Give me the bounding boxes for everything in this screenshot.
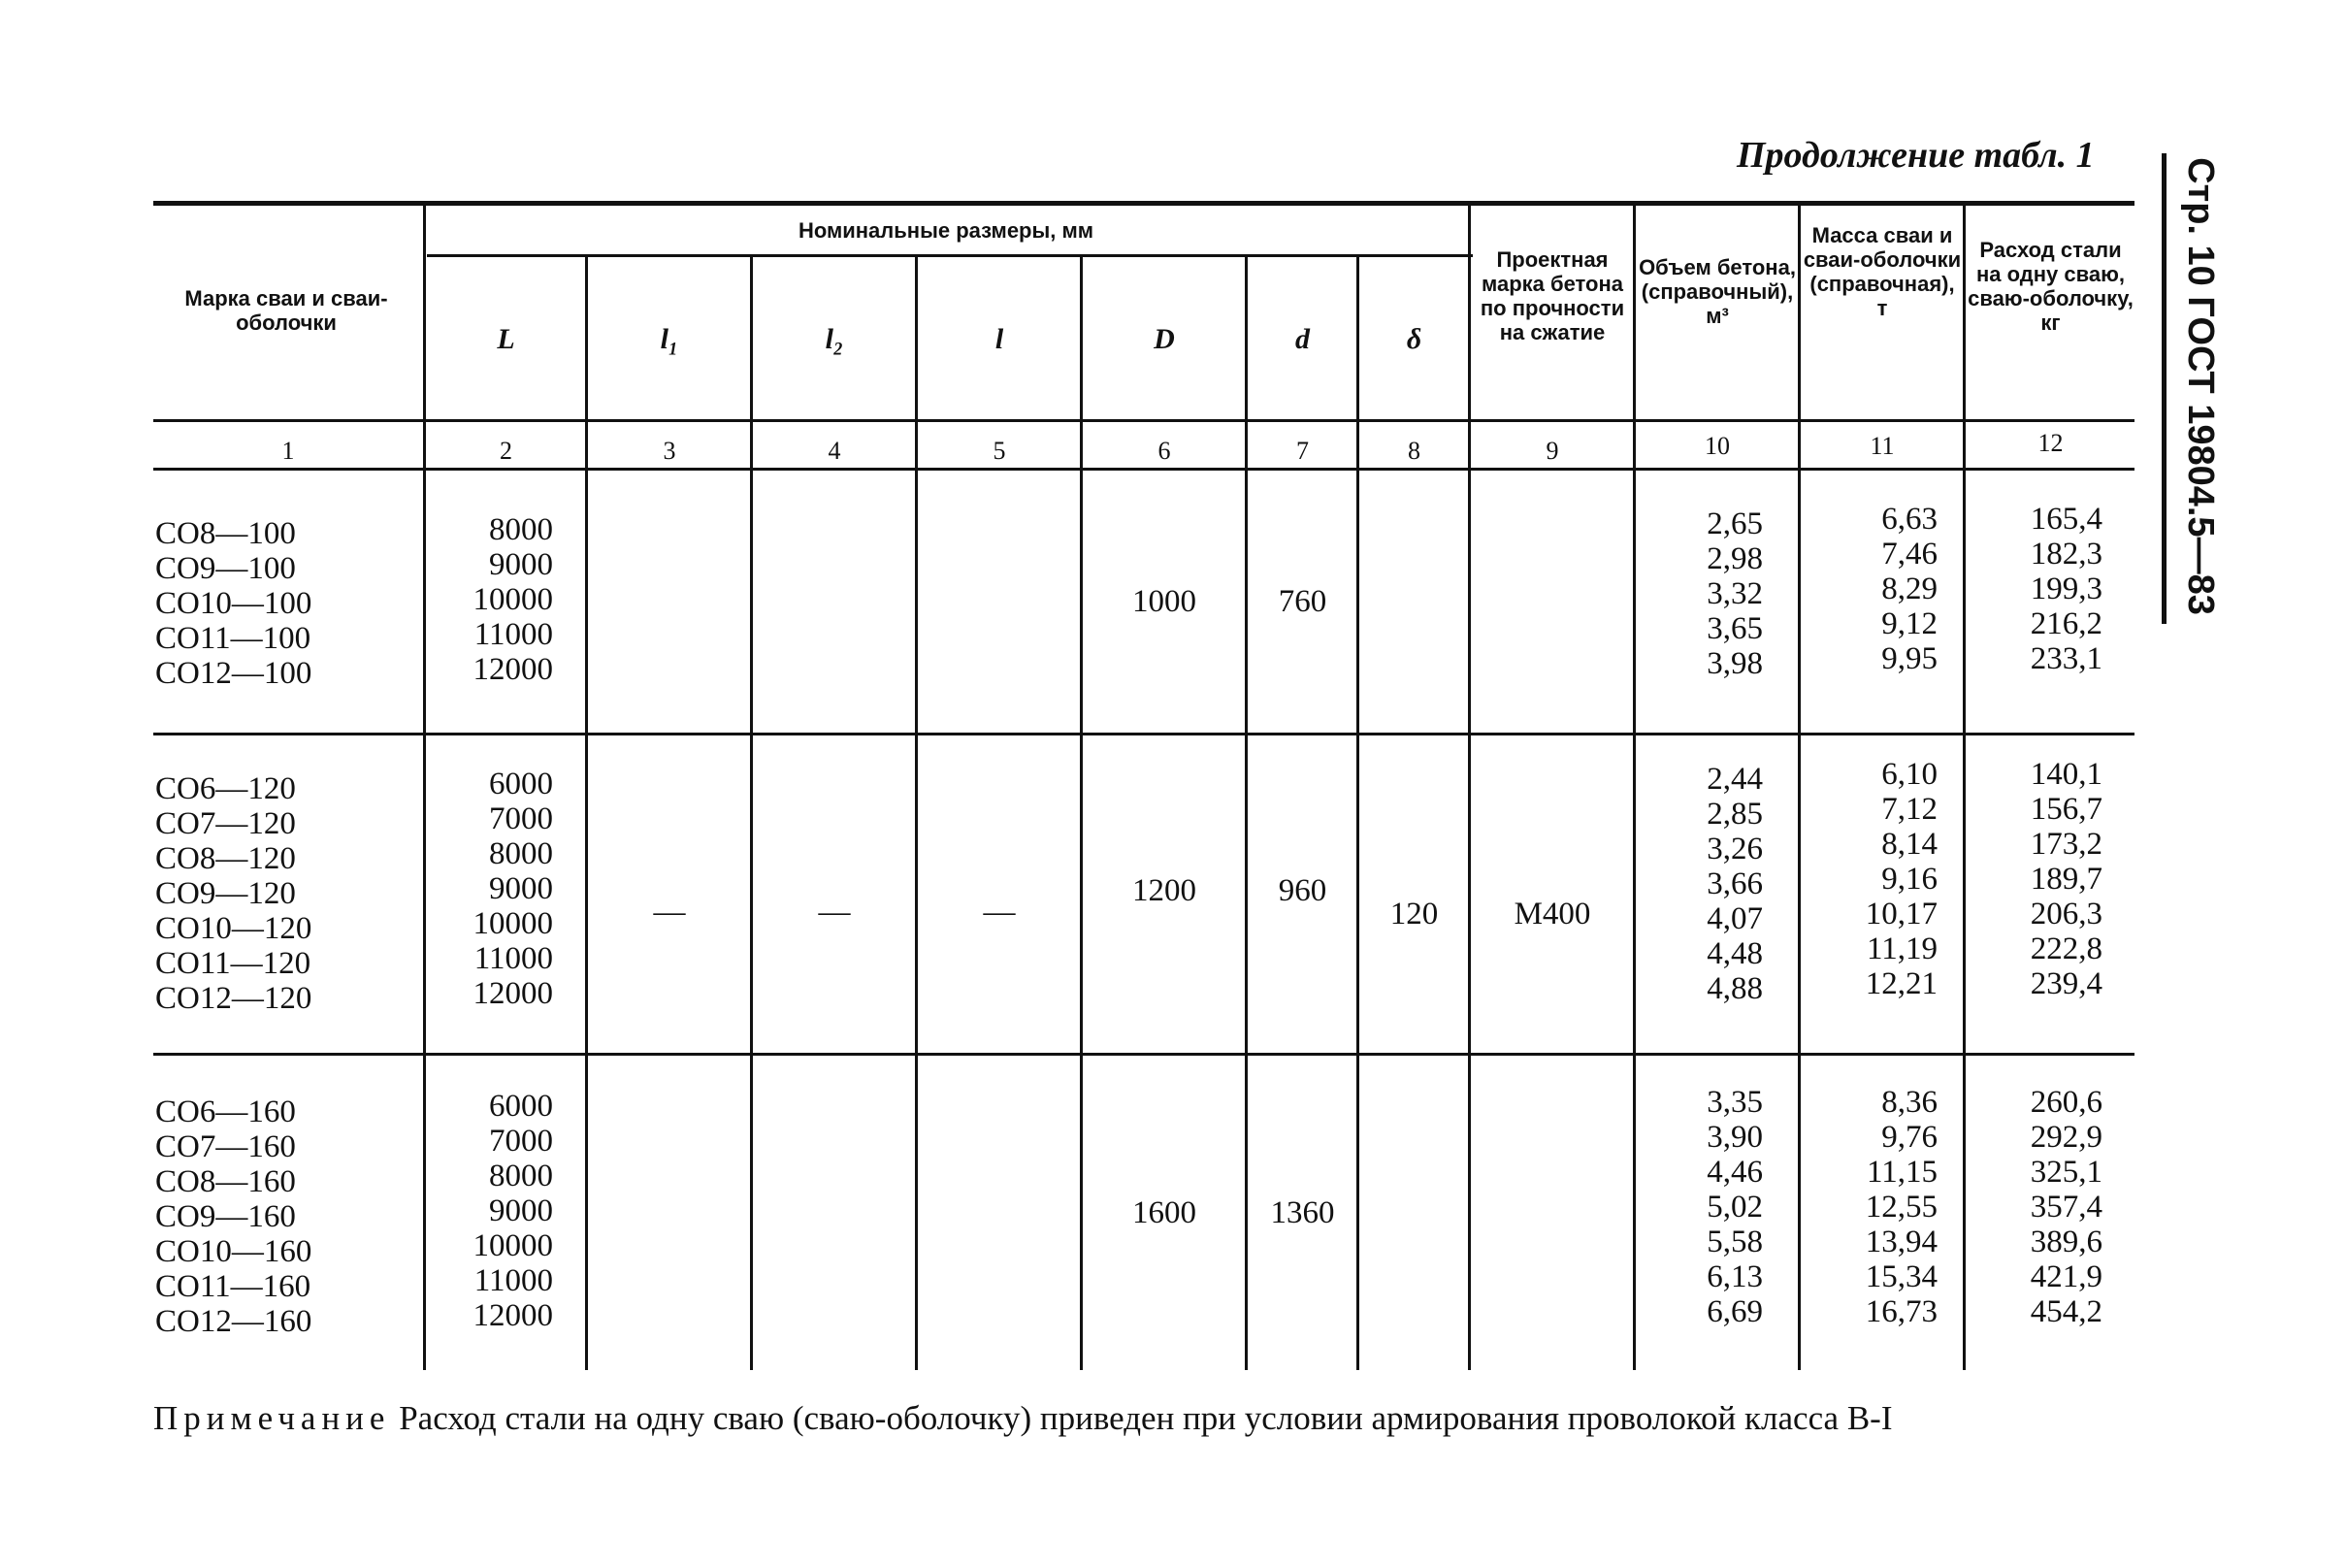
group2-outer-diameter: 1200 <box>1132 873 1196 908</box>
header-D: D <box>1154 323 1175 355</box>
group1-outer-diameter: 1000 <box>1132 584 1196 619</box>
column-number: 7 <box>1296 437 1309 465</box>
group1-length: 8000 9000 10000 11000 12000 <box>472 512 553 687</box>
shared-concrete-grade: М400 <box>1514 897 1591 931</box>
note-text: Расход стали на одну сваю (сваю-оболочку) приведен при условии армирования проволокой класса В-I <box>390 1399 1893 1437</box>
shared-wall-thickness: 120 <box>1389 897 1439 931</box>
header-L: L <box>497 323 515 355</box>
group2-volume: 2,44 2,85 3,26 3,66 4,07 4,48 4,88 <box>1707 762 1763 1006</box>
col-divider <box>1633 206 1636 1370</box>
table-note <box>153 1397 2162 1439</box>
column-number: 1 <box>281 437 295 465</box>
column-number: 2 <box>500 437 512 465</box>
group1-marks: СО8—100 СО9—100 СО10—100 СО11—100 СО12—100 <box>155 516 312 691</box>
header-steel: Расход стали на одну сваю, сваю-оболочку, кг <box>1968 238 2134 335</box>
col-divider <box>1798 206 1801 1370</box>
header-l1: l₁ <box>660 323 679 355</box>
col-divider <box>1356 257 1359 1370</box>
group2-length: 6000 7000 8000 9000 10000 11000 12000 <box>472 767 553 1011</box>
group3-length: 6000 7000 8000 9000 10000 11000 12000 <box>472 1089 553 1333</box>
shared-l2: — <box>818 895 851 930</box>
group2-marks: СО6—120 СО7—120 СО8—120 СО9—120 СО10—120 СО11—120 СО12—120 <box>155 771 312 1016</box>
header-mark: Марка сваи и сваи-оболочки <box>184 286 388 335</box>
column-number: 4 <box>828 437 841 465</box>
col-divider <box>915 257 918 1370</box>
col-divider <box>750 257 753 1370</box>
header-bottom-rule <box>153 419 2134 422</box>
group3-marks: СО6—160 СО7—160 СО8—160 СО9—160 СО10—160 СО11—160 СО12—160 <box>155 1094 312 1339</box>
header-delta: δ <box>1406 323 1422 355</box>
page-side-header <box>2162 153 2239 638</box>
group2-inner-diameter: 960 <box>1278 873 1327 908</box>
col-divider <box>1468 206 1471 1370</box>
group2-steel: 140,1 156,7 173,2 189,7 206,3 222,8 239,4 <box>2030 757 2102 1001</box>
group3-volume: 3,35 3,90 4,46 5,02 5,58 6,13 6,69 <box>1707 1085 1763 1329</box>
header-l: l <box>994 323 1004 355</box>
header-dimensions-group: Номинальные размеры, мм <box>798 218 1094 243</box>
shared-l1: — <box>653 895 686 930</box>
group2-mass: 6,10 7,12 8,14 9,16 10,17 11,19 12,21 <box>1865 757 1938 1001</box>
group3-mass: 8,36 9,76 11,15 12,55 13,94 15,34 16,73 <box>1865 1085 1938 1329</box>
column-number: 6 <box>1157 437 1171 465</box>
column-number: 11 <box>1870 432 1895 460</box>
group-header-rule <box>427 254 1473 257</box>
group-separator-1 <box>153 733 2134 735</box>
group3-inner-diameter: 1360 <box>1270 1195 1335 1230</box>
column-number: 10 <box>1705 432 1730 460</box>
header-mass: Масса сваи и сваи-оболочки (справочная), т <box>1803 223 1962 320</box>
table-top-rule <box>153 201 2134 206</box>
shared-l: — <box>983 895 1016 930</box>
col-divider <box>1245 257 1248 1370</box>
header-concrete-volume: Объем бетона, (справочный), м³ <box>1639 255 1796 328</box>
header-l2: l₂ <box>825 323 844 355</box>
group1-volume: 2,65 2,98 3,32 3,65 3,98 <box>1707 506 1763 681</box>
group1-mass: 6,63 7,46 8,29 9,12 9,95 <box>1881 502 1938 676</box>
col-divider <box>1080 257 1083 1370</box>
col-divider <box>1963 206 1966 1370</box>
column-number: 9 <box>1546 437 1559 465</box>
group1-steel: 165,4 182,3 199,3 216,2 233,1 <box>2030 502 2102 676</box>
group1-inner-diameter: 760 <box>1278 584 1327 619</box>
column-number: 5 <box>993 437 1006 465</box>
side-header-text: Стр. 10 ГОСТ 19804.5—83 <box>2180 157 2221 615</box>
column-number: 12 <box>2037 429 2064 457</box>
note-label: Примечание <box>153 1399 391 1437</box>
col-divider <box>423 206 426 1370</box>
column-number: 8 <box>1408 437 1420 465</box>
group3-outer-diameter: 1600 <box>1132 1195 1196 1230</box>
table-continuation-caption: Продолжение табл. 1 <box>1737 135 2095 176</box>
header-d: d <box>1295 323 1310 355</box>
header-concrete-grade: Проектная марка бетона по прочности на сжатие <box>1480 247 1625 344</box>
group3-steel: 260,6 292,9 325,1 357,4 389,6 421,9 454,2 <box>2030 1085 2102 1329</box>
group-separator-2 <box>153 1053 2134 1056</box>
colnum-bottom-rule <box>153 468 2134 471</box>
column-number: 3 <box>663 437 676 465</box>
col-divider <box>585 257 588 1370</box>
